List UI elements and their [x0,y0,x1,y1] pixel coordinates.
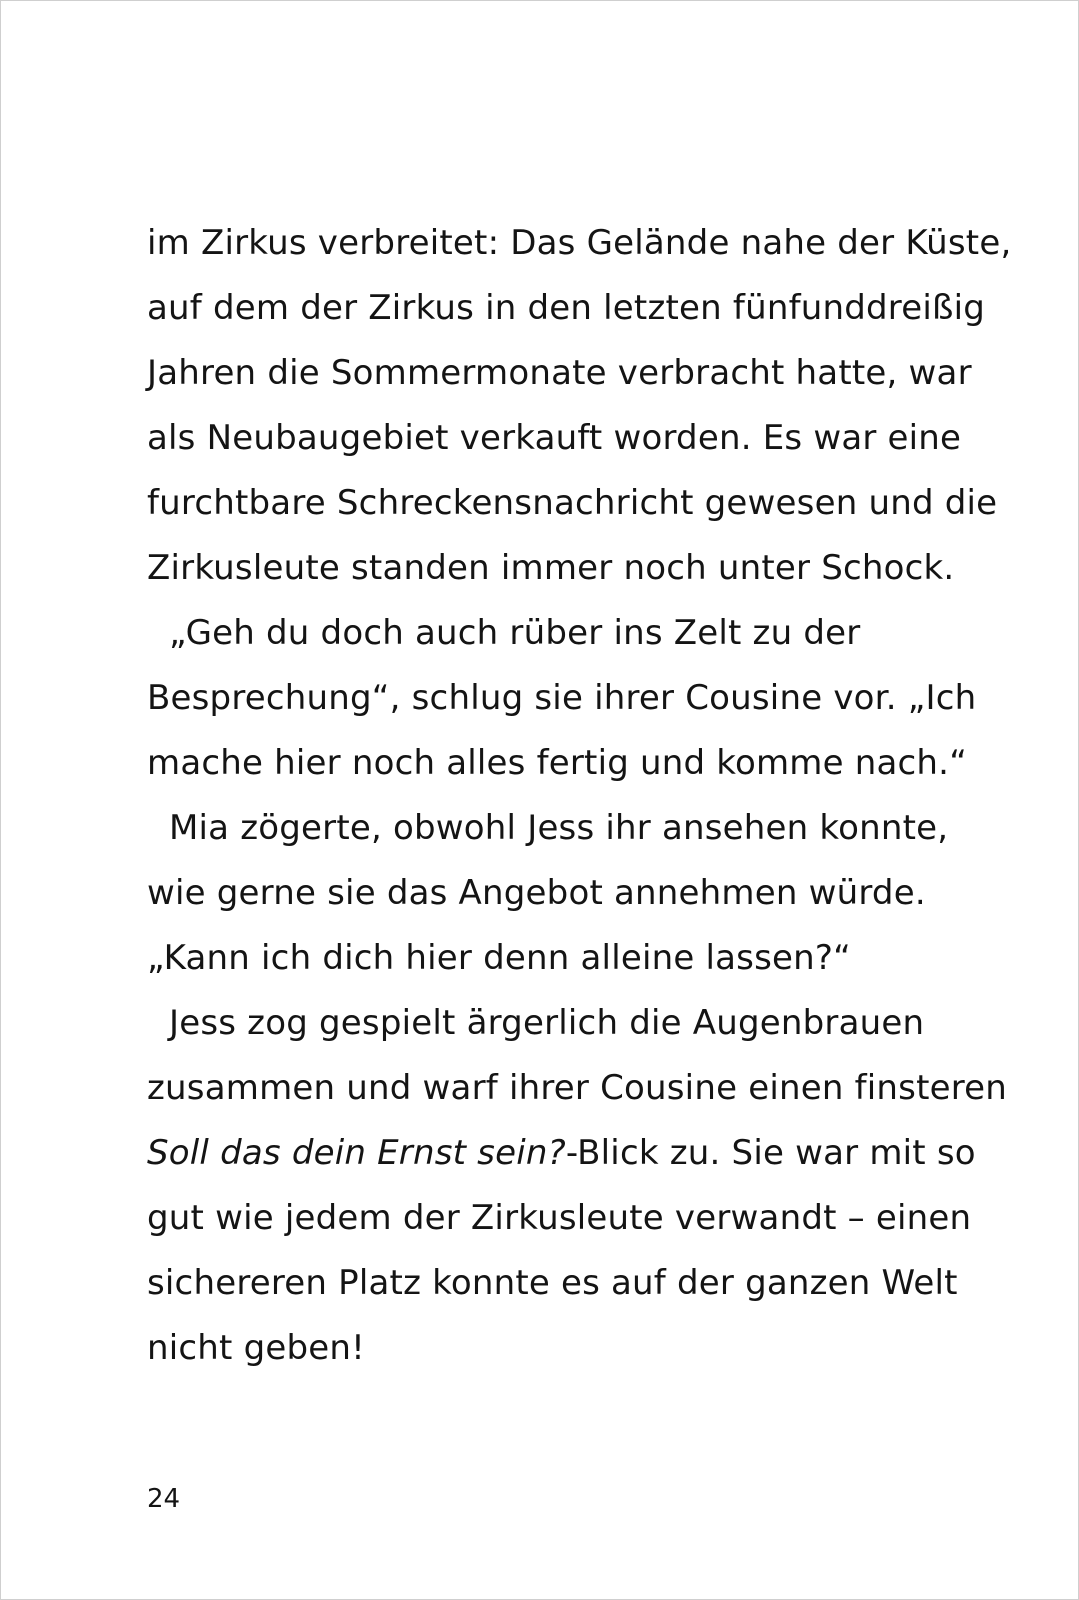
text-line-14: zusammen und warf ihrer Cousine einen finsteren [147,1068,1008,1108]
text-line-13: Jess zog gespielt ärgerlich die Augenbrauen [169,1003,925,1043]
italic-phrase: Soll das dein Ernst sein? [147,1133,566,1173]
text-line-10: Mia zögerte, obwohl Jess ihr ansehen konnte, [169,808,949,848]
text-line-17: sichereren Platz konnte es auf der ganzen Welt [147,1263,958,1303]
text-line-18: nicht geben! [147,1328,365,1368]
text-line-12: „Kann ich dich hier denn alleine lassen?“ [147,938,851,978]
text-line-3: Jahren die Sommermonate verbracht hatte, war [147,353,972,393]
text-line-8: Besprechung“, schlug sie ihrer Cousine vor. „Ich [147,678,977,718]
text-line-2: auf dem der Zirkus in den letzten fünfunddreißig [147,288,986,328]
text-line-15 [147,1121,976,1186]
page-number: 24 [147,1484,181,1514]
text-line-16: gut wie jedem der Zirkusleute verwandt – einen [147,1198,972,1238]
text-line-9: mache hier noch alles fertig und komme nach.“ [147,743,968,783]
text-line-1: im Zirkus verbreitet: Das Gelände nahe der Küste, [147,223,1012,263]
text-line-7: „Geh du doch auch rüber ins Zelt zu der [169,613,861,653]
text-line-15-rest: -Blick zu. Sie war mit so [565,1133,976,1173]
text-line-4: als Neubaugebiet verkauft worden. Es war eine [147,418,962,458]
text-line-11: wie gerne sie das Angebot annehmen würde. [147,873,926,913]
body-text [147,211,1012,1381]
text-line-6: Zirkusleute standen immer noch unter Schock. [147,548,955,588]
text-line-5: furchtbare Schreckensnachricht gewesen und die [147,483,998,523]
